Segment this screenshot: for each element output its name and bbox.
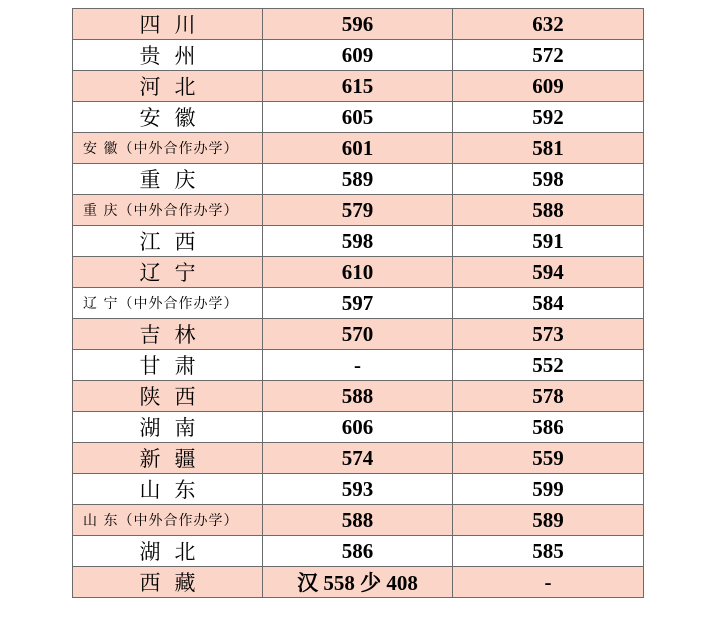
region-cell <box>73 288 263 319</box>
score-value: 601 <box>341 135 374 160</box>
table-row <box>73 350 644 381</box>
score-value: 598 <box>341 228 374 253</box>
table-row <box>73 505 644 536</box>
score-value: 589 <box>532 507 564 532</box>
score-cell-first <box>263 381 453 412</box>
region-name: 山 东（中外合作办学） <box>83 513 239 529</box>
region-name: 江西 <box>139 230 210 254</box>
region-cell <box>73 226 263 257</box>
score-cell-first <box>263 9 453 40</box>
score-value: 597 <box>341 290 374 315</box>
region-cell <box>73 536 263 567</box>
region-name: 重庆 <box>139 168 210 192</box>
score-value: 592 <box>532 104 564 129</box>
score-cell-second <box>453 567 644 598</box>
score-value: 574 <box>341 445 374 470</box>
score-value: 579 <box>341 197 374 222</box>
region-cell <box>73 164 263 195</box>
table-row <box>73 71 644 102</box>
score-value: 596 <box>341 11 374 36</box>
score-value: 591 <box>532 228 564 253</box>
score-cell-second <box>453 443 644 474</box>
score-cell-first <box>263 505 453 536</box>
score-cell-second <box>453 474 644 505</box>
score-value: 606 <box>341 414 374 439</box>
score-table-body <box>73 9 644 598</box>
score-cell-first <box>263 474 453 505</box>
region-name: 山东 <box>139 478 210 502</box>
region-name: 辽宁 <box>139 261 210 285</box>
score-value: 632 <box>532 11 564 36</box>
score-cell-second <box>453 102 644 133</box>
score-cell-first <box>263 71 453 102</box>
score-cell-first <box>263 102 453 133</box>
score-value: 594 <box>532 259 564 284</box>
score-cell-first <box>263 567 453 598</box>
score-value: 609 <box>341 42 374 67</box>
score-cell-first <box>263 40 453 71</box>
region-name: 贵州 <box>139 44 210 68</box>
region-name: 新疆 <box>139 447 210 471</box>
score-value: 605 <box>341 104 374 129</box>
region-cell <box>73 71 263 102</box>
score-value: 552 <box>532 352 564 377</box>
score-cell-second <box>453 40 644 71</box>
score-value: 599 <box>532 476 564 501</box>
score-cell-second <box>453 71 644 102</box>
score-value: 588 <box>532 197 564 222</box>
table-row <box>73 40 644 71</box>
table-row <box>73 536 644 567</box>
table-row <box>73 257 644 288</box>
region-name: 安 徽（中外合作办学） <box>83 141 239 157</box>
table-row <box>73 443 644 474</box>
region-cell <box>73 381 263 412</box>
score-cell-first <box>263 133 453 164</box>
score-cell-second <box>453 505 644 536</box>
region-cell <box>73 102 263 133</box>
table-row <box>73 195 644 226</box>
table-row <box>73 288 644 319</box>
score-cell-second <box>453 226 644 257</box>
region-cell <box>73 9 263 40</box>
score-cell-second <box>453 319 644 350</box>
score-value: 610 <box>341 259 374 284</box>
region-cell <box>73 474 263 505</box>
score-table <box>72 8 644 598</box>
region-cell <box>73 40 263 71</box>
table-row <box>73 567 644 598</box>
score-cell-first <box>263 319 453 350</box>
table-row <box>73 381 644 412</box>
score-cell-first <box>263 288 453 319</box>
score-value: 584 <box>532 290 564 315</box>
region-cell <box>73 133 263 164</box>
table-row <box>73 474 644 505</box>
score-cell-first <box>263 164 453 195</box>
score-cell-second <box>453 9 644 40</box>
region-cell <box>73 443 263 474</box>
score-value: - <box>354 352 361 377</box>
score-cell-first <box>263 412 453 443</box>
score-cell-second <box>453 133 644 164</box>
score-cell-first <box>263 536 453 567</box>
score-value: 588 <box>341 507 374 532</box>
score-cell-first <box>263 443 453 474</box>
table-row <box>73 226 644 257</box>
score-value: 589 <box>341 166 374 191</box>
table-row <box>73 319 644 350</box>
region-name: 陕西 <box>139 385 210 409</box>
score-cell-second <box>453 257 644 288</box>
region-name: 辽 宁（中外合作办学） <box>83 296 239 312</box>
region-name: 湖北 <box>139 540 210 564</box>
score-value: - <box>544 569 552 594</box>
score-value: 汉 558 少 408 <box>297 571 418 595</box>
score-value: 588 <box>341 383 374 408</box>
score-cell-second <box>453 381 644 412</box>
region-cell <box>73 412 263 443</box>
score-value: 593 <box>341 476 374 501</box>
score-cell-first <box>263 226 453 257</box>
score-value: 570 <box>341 321 374 346</box>
score-cell-second <box>453 412 644 443</box>
score-cell-second <box>453 288 644 319</box>
score-value: 559 <box>532 445 564 470</box>
score-value: 581 <box>532 135 564 160</box>
region-name: 甘肃 <box>139 354 210 378</box>
score-value: 573 <box>532 321 564 346</box>
score-value: 578 <box>532 383 564 408</box>
table-row <box>73 412 644 443</box>
region-name: 湖南 <box>139 416 210 440</box>
region-cell <box>73 257 263 288</box>
score-value: 609 <box>532 73 564 98</box>
region-cell <box>73 567 263 598</box>
score-cell-second <box>453 195 644 226</box>
region-name: 吉林 <box>139 323 210 347</box>
region-name: 四川 <box>139 13 210 37</box>
score-value: 598 <box>532 166 564 191</box>
table-row <box>73 164 644 195</box>
score-value: 586 <box>532 414 564 439</box>
score-value: 572 <box>532 42 564 67</box>
score-cell-second <box>453 350 644 381</box>
table-row <box>73 9 644 40</box>
score-cell-first <box>263 257 453 288</box>
table-row <box>73 133 644 164</box>
region-name: 安徽 <box>139 106 210 130</box>
region-cell <box>73 195 263 226</box>
region-cell <box>73 505 263 536</box>
score-cell-first <box>263 350 453 381</box>
score-value: 615 <box>341 73 374 98</box>
score-value: 586 <box>341 538 374 563</box>
score-cell-second <box>453 164 644 195</box>
table-row <box>73 102 644 133</box>
score-value: 585 <box>532 538 564 563</box>
score-cell-first <box>263 195 453 226</box>
region-name: 重 庆（中外合作办学） <box>83 203 239 219</box>
region-cell <box>73 350 263 381</box>
region-cell <box>73 319 263 350</box>
region-name: 西藏 <box>139 571 210 595</box>
region-name: 河北 <box>139 75 210 99</box>
score-cell-second <box>453 536 644 567</box>
